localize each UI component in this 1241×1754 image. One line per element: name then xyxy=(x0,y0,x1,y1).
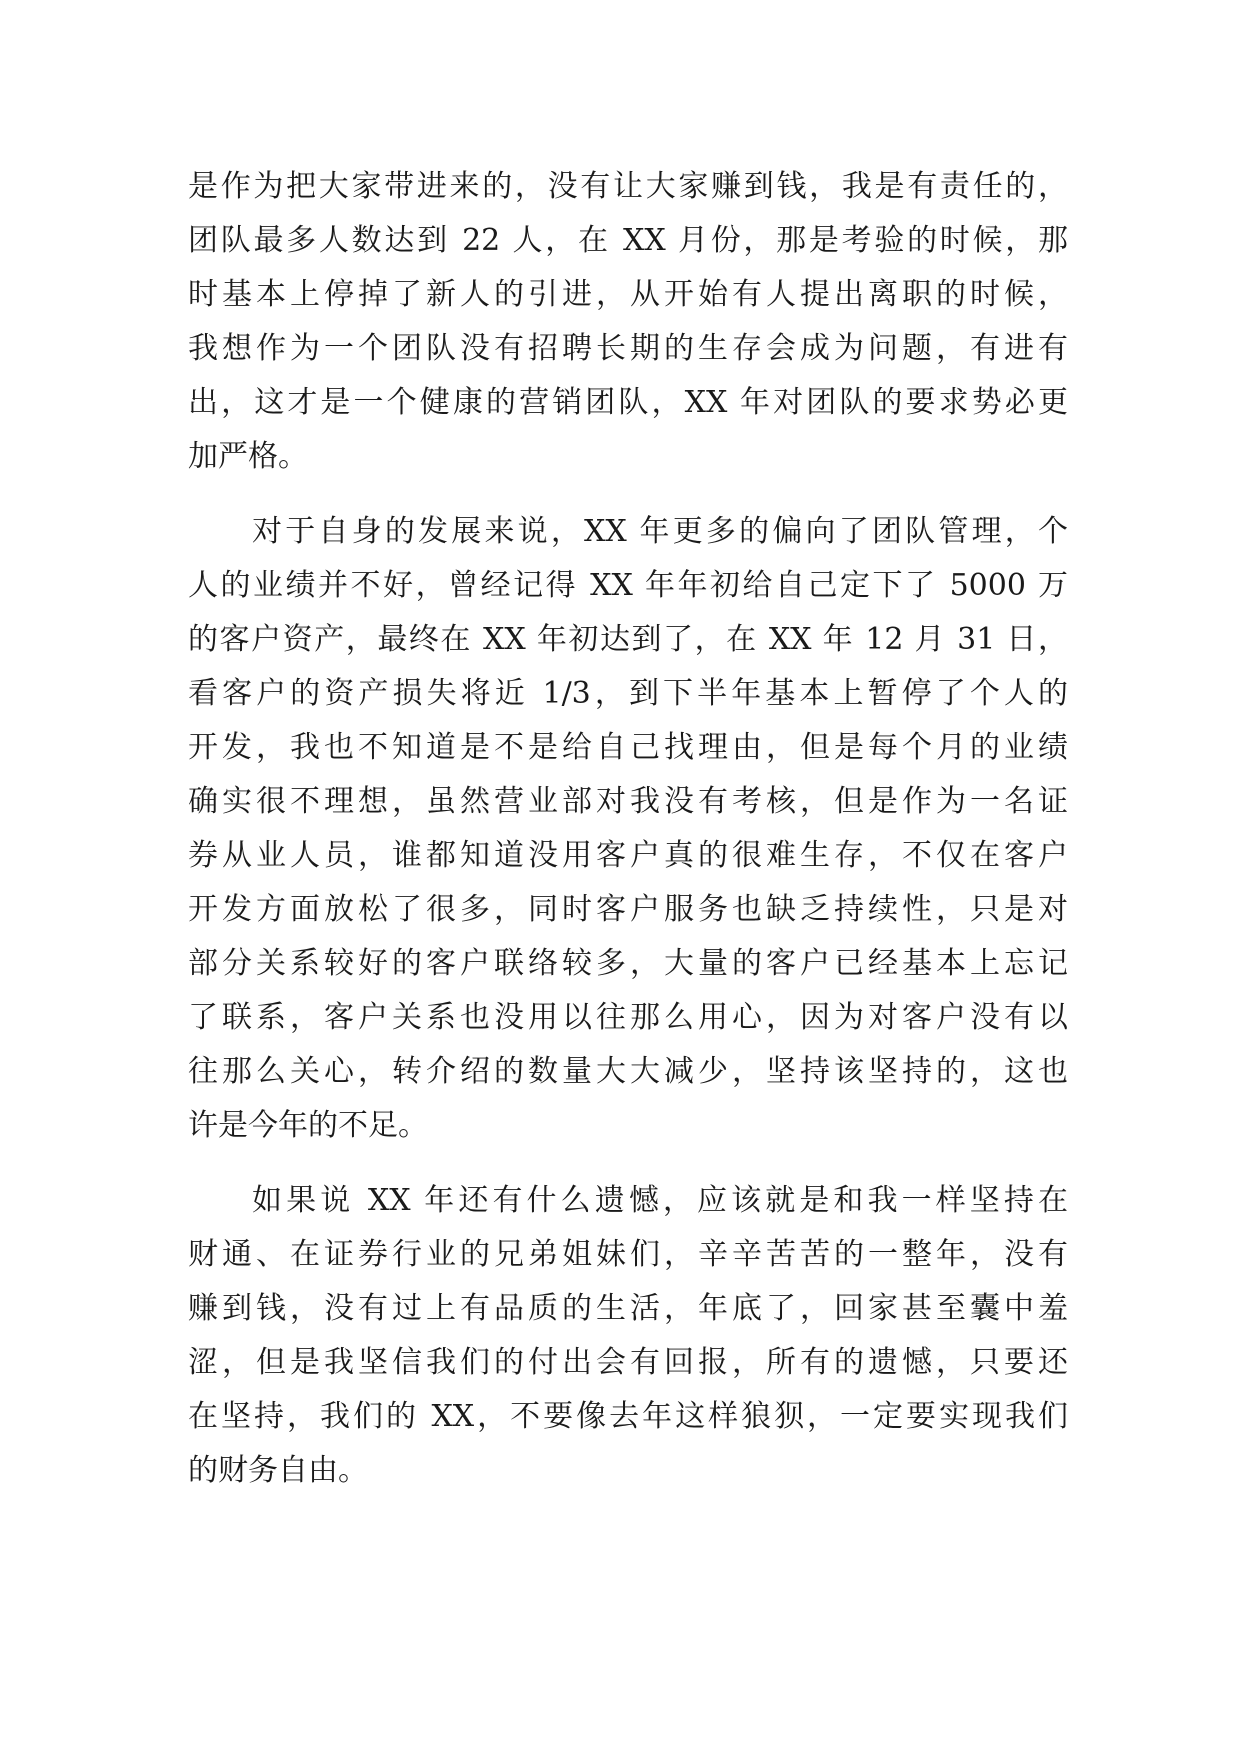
text-line: 券从业人员，谁都知道没用客户真的很难生存，不仅在客户 xyxy=(188,838,1068,873)
text-line: 赚到钱，没有过上有品质的生活，年底了，回家甚至囊中羞 xyxy=(188,1291,1068,1326)
text-line: 确实很不理想，虽然营业部对我没有考核，但是作为一名证 xyxy=(188,784,1068,819)
text-line: 对于自身的发展来说，XX 年更多的偏向了团队管理，个 xyxy=(252,514,1068,549)
text-line: 在坚持，我们的 XX，不要像去年这样狼狈，一定要实现我们 xyxy=(188,1399,1068,1434)
text-line: 如果说 XX 年还有什么遗憾，应该就是和我一样坚持在 xyxy=(252,1183,1068,1218)
text-line: 的客户资产，最终在 XX 年初达到了，在 XX 年 12 月 31 日， xyxy=(188,622,1068,657)
text-line: 开发方面放松了很多，同时客户服务也缺乏持续性，只是对 xyxy=(188,892,1068,927)
paragraph-3 xyxy=(188,1174,1068,1498)
paragraph-1 xyxy=(188,160,1068,484)
text-line: 时基本上停掉了新人的引进，从开始有人提出离职的时候， xyxy=(188,277,1068,312)
text-line: 加严格。 xyxy=(188,439,308,474)
text-line: 了联系，客户关系也没用以往那么用心，因为对客户没有以 xyxy=(188,1000,1068,1035)
text-line: 开发，我也不知道是不是给自己找理由，但是每个月的业绩 xyxy=(188,730,1068,765)
text-line: 财通、在证券行业的兄弟姐妹们，辛辛苦苦的一整年，没有 xyxy=(188,1237,1068,1272)
text-line: 人的业绩并不好，曾经记得 XX 年年初给自己定下了 5000 万 xyxy=(188,568,1068,603)
text-line: 部分关系较好的客户联络较多，大量的客户已经基本上忘记 xyxy=(188,946,1068,981)
text-line: 涩，但是我坚信我们的付出会有回报，所有的遗憾，只要还 xyxy=(188,1345,1068,1380)
text-line: 我想作为一个团队没有招聘长期的生存会成为问题，有进有 xyxy=(188,331,1068,366)
paragraph-spacing xyxy=(188,484,1068,505)
text-line: 的财务自由。 xyxy=(188,1453,368,1488)
text-line: 许是今年的不足。 xyxy=(188,1108,428,1143)
paragraph-2 xyxy=(188,505,1068,1153)
text-line: 往那么关心，转介绍的数量大大减少，坚持该坚持的，这也 xyxy=(188,1054,1068,1089)
text-line: 出，这才是一个健康的营销团队，XX 年对团队的要求势必更 xyxy=(188,385,1068,420)
text-line: 是作为把大家带进来的，没有让大家赚到钱，我是有责任的， xyxy=(188,169,1068,204)
text-line: 看客户的资产损失将近 1/3，到下半年基本上暂停了个人的 xyxy=(188,676,1068,711)
paragraph-spacing xyxy=(188,1153,1068,1174)
text-line: 团队最多人数达到 22 人，在 XX 月份，那是考验的时候，那 xyxy=(188,223,1068,258)
body-text xyxy=(188,160,1068,1498)
